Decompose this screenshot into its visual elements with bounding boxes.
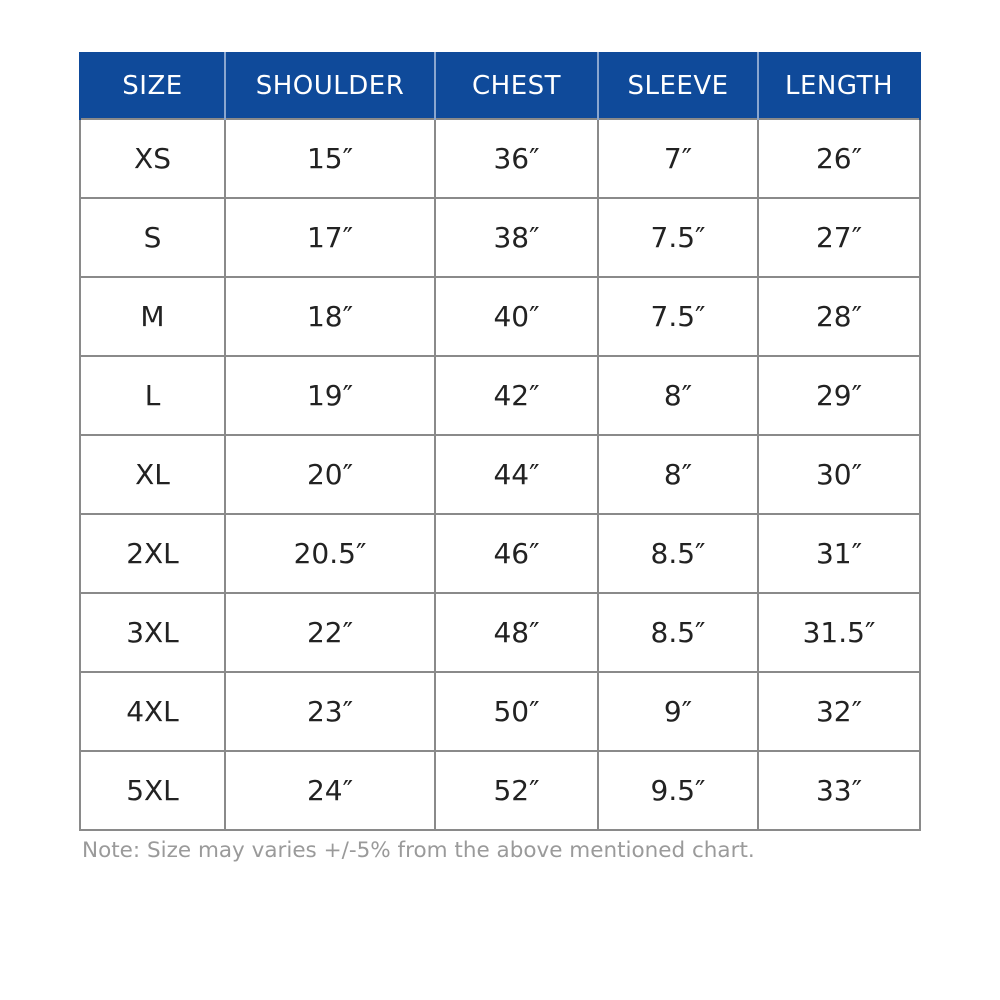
length-cell: 26″ bbox=[758, 119, 920, 198]
size-cell: XL bbox=[80, 435, 225, 514]
table-row bbox=[80, 593, 920, 672]
table-row bbox=[80, 751, 920, 830]
sleeve-cell: 9.5″ bbox=[598, 751, 758, 830]
sleeve-cell: 7.5″ bbox=[598, 198, 758, 277]
chest-cell: 36″ bbox=[435, 119, 598, 198]
length-cell: 31.5″ bbox=[758, 593, 920, 672]
chest-cell: 52″ bbox=[435, 751, 598, 830]
size-cell: 2XL bbox=[80, 514, 225, 593]
chest-cell: 40″ bbox=[435, 277, 598, 356]
chest-cell: 50″ bbox=[435, 672, 598, 751]
length-cell: 28″ bbox=[758, 277, 920, 356]
size-cell: S bbox=[80, 198, 225, 277]
shoulder-cell: 20.5″ bbox=[225, 514, 435, 593]
shoulder-cell: 15″ bbox=[225, 119, 435, 198]
size-cell: 4XL bbox=[80, 672, 225, 751]
header-sleeve: SLEEVE bbox=[598, 53, 758, 119]
length-cell: 32″ bbox=[758, 672, 920, 751]
table-row bbox=[80, 514, 920, 593]
header-chest: CHEST bbox=[435, 53, 598, 119]
chest-cell: 44″ bbox=[435, 435, 598, 514]
shoulder-cell: 24″ bbox=[225, 751, 435, 830]
chest-cell: 46″ bbox=[435, 514, 598, 593]
sleeve-cell: 7″ bbox=[598, 119, 758, 198]
sleeve-cell: 7.5″ bbox=[598, 277, 758, 356]
length-cell: 29″ bbox=[758, 356, 920, 435]
length-cell: 30″ bbox=[758, 435, 920, 514]
table-row bbox=[80, 672, 920, 751]
length-cell: 31″ bbox=[758, 514, 920, 593]
header-length: LENGTH bbox=[758, 53, 920, 119]
size-cell: M bbox=[80, 277, 225, 356]
table-row bbox=[80, 435, 920, 514]
size-chart-table bbox=[79, 52, 921, 831]
shoulder-cell: 23″ bbox=[225, 672, 435, 751]
size-variance-note: Note: Size may varies +/-5% from the above mentioned chart. bbox=[82, 838, 755, 863]
sleeve-cell: 8″ bbox=[598, 435, 758, 514]
shoulder-cell: 20″ bbox=[225, 435, 435, 514]
chest-cell: 42″ bbox=[435, 356, 598, 435]
size-chart-header bbox=[80, 53, 920, 119]
header-shoulder: SHOULDER bbox=[225, 53, 435, 119]
sleeve-cell: 9″ bbox=[598, 672, 758, 751]
shoulder-cell: 18″ bbox=[225, 277, 435, 356]
length-cell: 33″ bbox=[758, 751, 920, 830]
size-cell: XS bbox=[80, 119, 225, 198]
size-cell: L bbox=[80, 356, 225, 435]
sleeve-cell: 8″ bbox=[598, 356, 758, 435]
shoulder-cell: 17″ bbox=[225, 198, 435, 277]
sleeve-cell: 8.5″ bbox=[598, 593, 758, 672]
shoulder-cell: 19″ bbox=[225, 356, 435, 435]
shoulder-cell: 22″ bbox=[225, 593, 435, 672]
chest-cell: 48″ bbox=[435, 593, 598, 672]
table-row bbox=[80, 198, 920, 277]
size-chart-body bbox=[80, 119, 920, 830]
sleeve-cell: 8.5″ bbox=[598, 514, 758, 593]
table-row bbox=[80, 119, 920, 198]
header-size: SIZE bbox=[80, 53, 225, 119]
header-row bbox=[80, 53, 920, 119]
size-cell: 3XL bbox=[80, 593, 225, 672]
table-row bbox=[80, 356, 920, 435]
length-cell: 27″ bbox=[758, 198, 920, 277]
chest-cell: 38″ bbox=[435, 198, 598, 277]
size-cell: 5XL bbox=[80, 751, 225, 830]
table-row bbox=[80, 277, 920, 356]
